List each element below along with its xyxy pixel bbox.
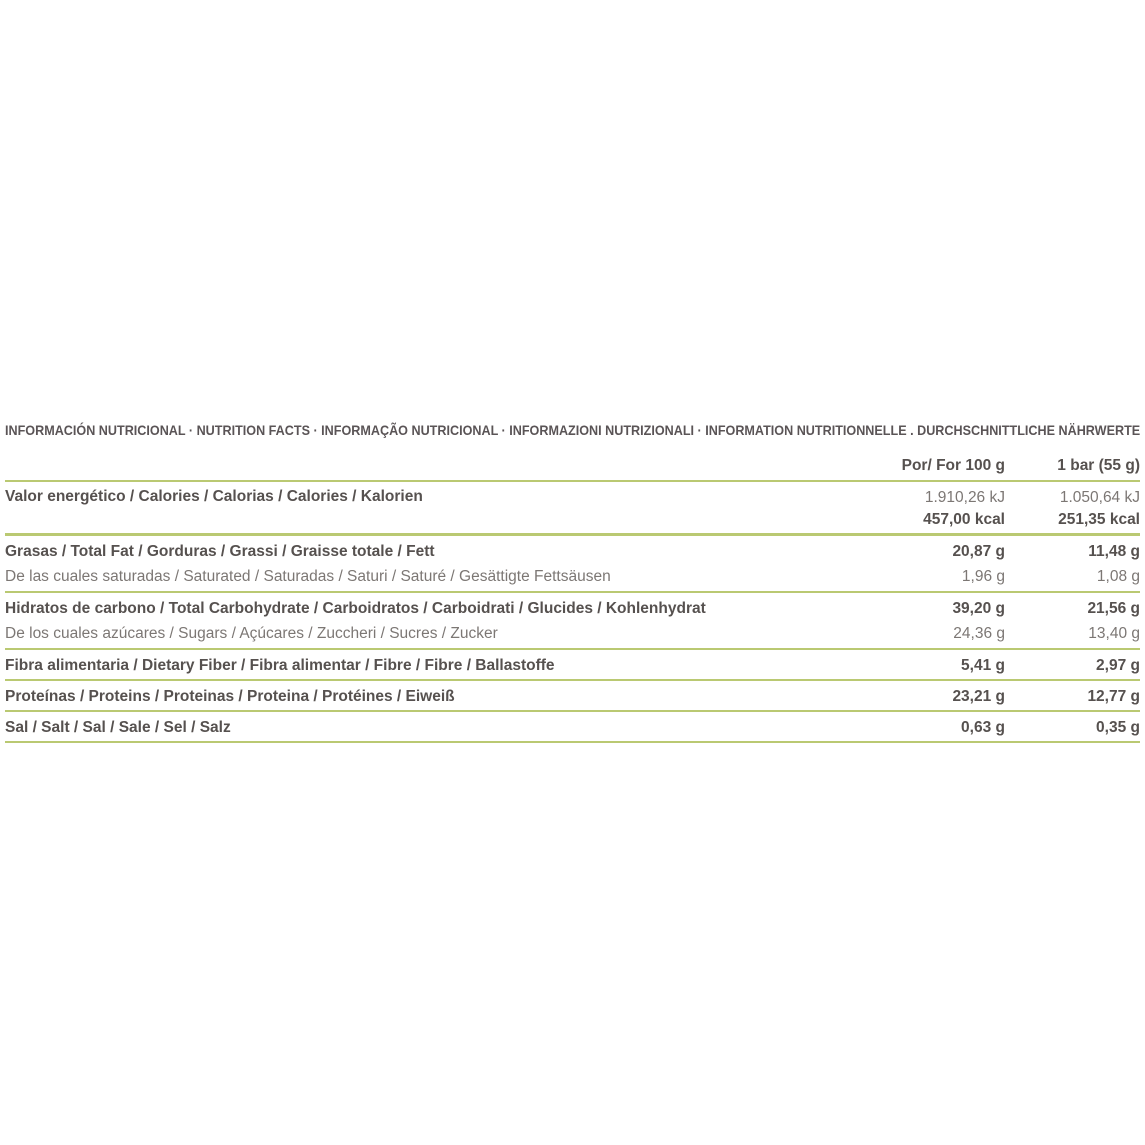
table-title: INFORMACIÓN NUTRICIONAL · NUTRITION FACTS · INFORMAÇÃO NUTRICIONAL · INFORMAZIONI NUTRIZIONALI · INFORMATION NUTRITIONNELLE . DURCHSCHNITTLICHE NÄHRWERTE [5, 422, 1141, 438]
carbohydrate-per-100g: 39,20 g [952, 600, 1005, 617]
energy-kcal-per-100g: 457,00 kcal [923, 511, 1005, 528]
saturated-fat-per-100g: 1,96 g [961, 568, 1005, 585]
energy-values-per-100g [835, 487, 1005, 531]
row-salt [5, 712, 1140, 741]
separator-line [5, 741, 1140, 743]
column-header-per-bar: 1 bar (55 g) [1057, 457, 1140, 474]
energy-kcal-per-bar: 251,35 kcal [1058, 511, 1140, 528]
row-label-protein: Proteínas / Proteins / Proteinas / Proteina / Protéines / Eiweiß [5, 688, 455, 705]
row-label-sugars: De los cuales azúcares / Sugars / Açúcares / Zuccheri / Sucres / Zucker [5, 625, 498, 642]
row-protein [5, 681, 1140, 710]
row-group-fat [5, 536, 1140, 591]
column-header-per-100g: Por/ For 100 g [901, 457, 1005, 474]
row-carbohydrate [5, 599, 1140, 619]
total-fat-per-100g: 20,87 g [952, 543, 1005, 560]
protein-per-bar: 12,77 g [1087, 688, 1140, 705]
salt-per-bar: 0,35 g [1096, 719, 1140, 736]
energy-kj-per-100g: 1.910,26 kJ [924, 489, 1005, 506]
total-fat-per-bar: 11,48 g [1088, 543, 1140, 560]
energy-kj-per-bar: 1.050,64 kJ [1059, 489, 1140, 506]
nutrition-facts-table [5, 420, 1140, 743]
fiber-per-bar: 2,97 g [1096, 657, 1140, 674]
carbohydrate-per-bar: 21,56 g [1087, 600, 1140, 617]
row-total-fat [5, 542, 1140, 562]
row-label-energy: Valor energético / Calories / Calorias / Calories / Kalorien [5, 488, 423, 505]
energy-values-per-bar [1005, 487, 1140, 531]
saturated-fat-per-bar: 1,08 g [1096, 568, 1140, 585]
row-label-carbohydrate: Hidratos de carbono / Total Carbohydrate / Carboidratos / Carboidrati / Glucides / Kohlenhydrat [5, 600, 706, 617]
row-energy [5, 482, 1140, 533]
sugars-per-100g: 24,36 g [953, 625, 1005, 642]
row-label-saturated-fat: De las cuales saturadas / Saturated / Saturadas / Saturi / Saturé / Gesättigte Fettsäusen [5, 568, 611, 585]
row-label-salt: Sal / Salt / Sal / Sale / Sel / Salz [5, 719, 231, 736]
row-sugars [5, 624, 1140, 644]
row-saturated-fat [5, 567, 1140, 587]
row-fiber [5, 650, 1140, 679]
row-label-fiber: Fibra alimentaria / Dietary Fiber / Fibra alimentar / Fibre / Fibre / Ballastoffe [5, 657, 555, 674]
fiber-per-100g: 5,41 g [961, 657, 1005, 674]
row-label-total-fat: Grasas / Total Fat / Gorduras / Grassi / Graisse totale / Fett [5, 543, 435, 560]
column-header-row [5, 440, 1140, 480]
sugars-per-bar: 13,40 g [1088, 625, 1140, 642]
protein-per-100g: 23,21 g [952, 688, 1005, 705]
row-group-carbohydrate [5, 593, 1140, 648]
salt-per-100g: 0,63 g [961, 719, 1005, 736]
